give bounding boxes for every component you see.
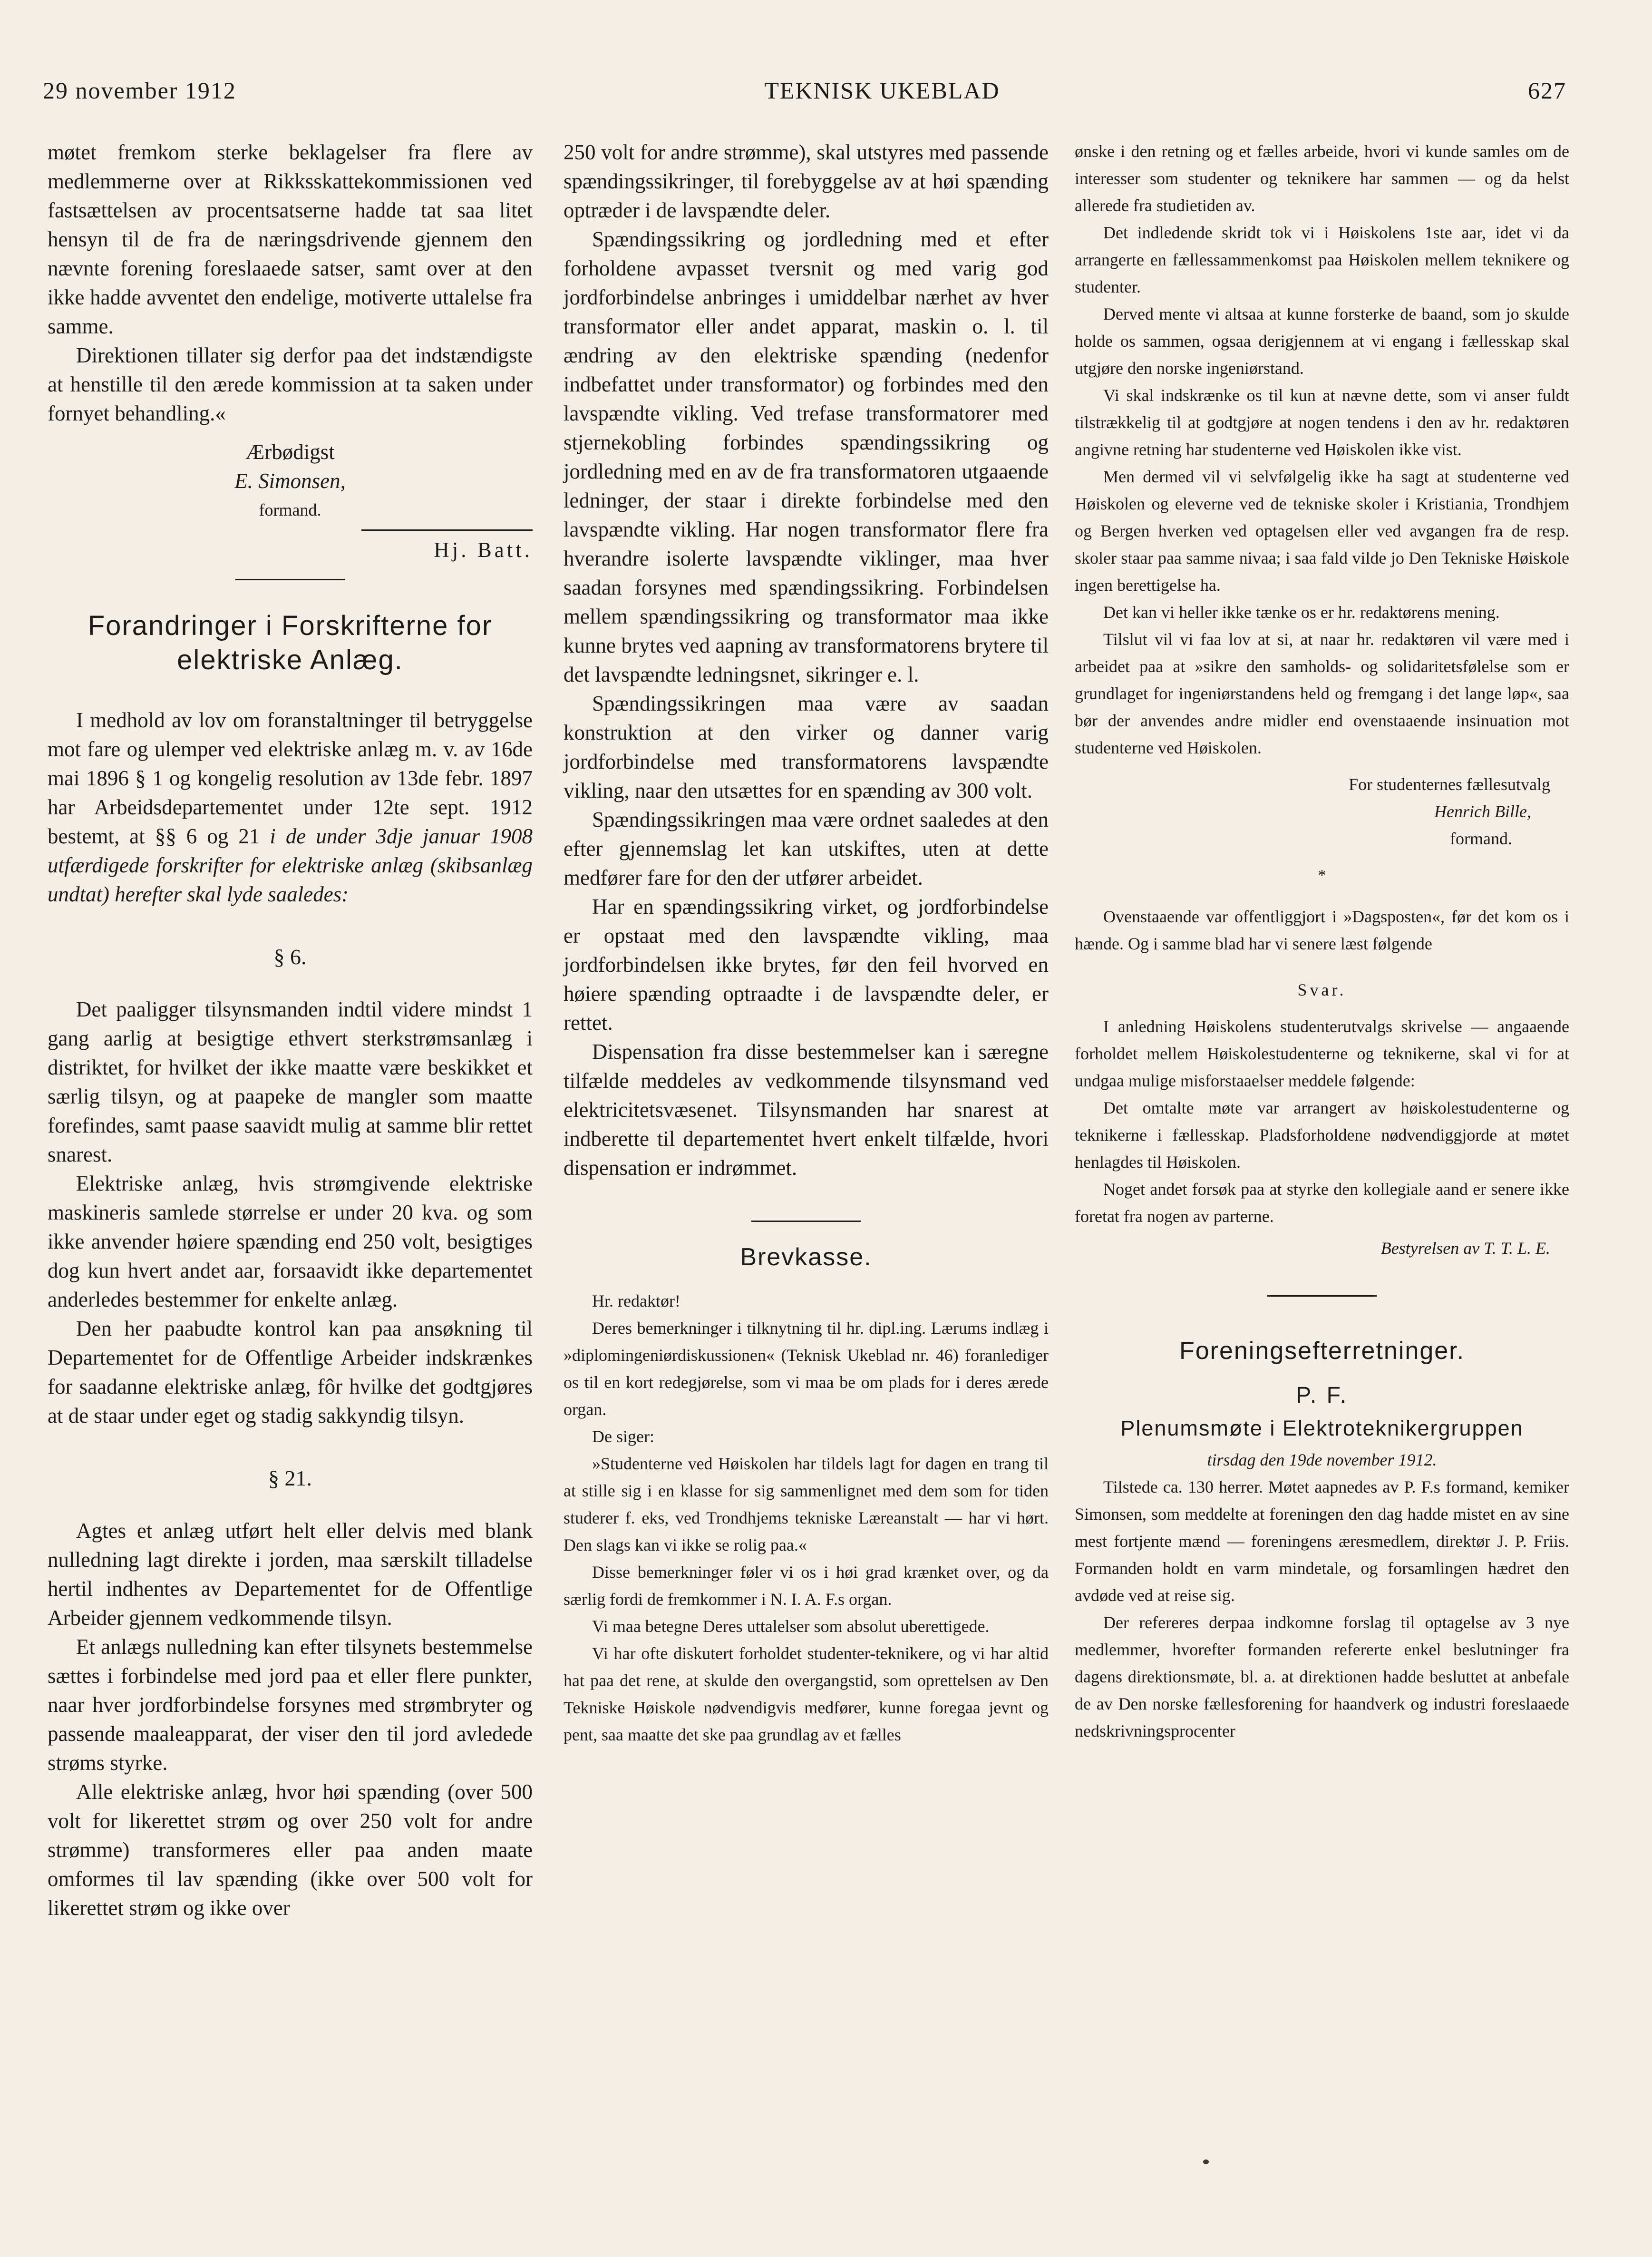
paragraph: Men dermed vil vi selvfølgelig ikke ha sagt at studenterne ved Høiskolen og eleverne ved de tekniske skoler i Kristiania, Trondhjem og Bergen hverken ved optagelsen eller ved avgangen fra de resp. skoler staar paa samme nivaa; i saa fald vilde jo Den Tekniske Høiskole ingen berettigelse ha.	[1075, 467, 1569, 595]
closing: Ærbødigst	[245, 440, 335, 464]
page-header	[43, 71, 1566, 109]
meeting-date: tirsdag den 19de november 1912.	[1207, 1450, 1437, 1469]
column-1	[48, 138, 533, 1923]
separator	[1267, 1295, 1377, 1297]
column-2	[564, 138, 1049, 1749]
paragraph: Det paaligger tilsynsmanden indtil videre mindst 1 gang aarlig at besigtige ethvert sterkstrømsanlæg i distriktet, for hvilket der ikke maatte være beskikket et særlig tilsyn, og at paapeke de mangler som maatte forefindes, samt paase saavidt mulig at samme blir rettet snarest.	[48, 997, 533, 1166]
separator	[235, 579, 345, 580]
paragraph: I anledning Høiskolens studenterutvalgs skrivelse — angaaende forholdet mellem Høiskolestudenterne og teknikerne, skal vi for at undgaa mulige misforstaaelser meddele følgende:	[1075, 1017, 1569, 1090]
pf-heading: P. F.	[1296, 1383, 1348, 1408]
paragraph: Alle elektriske anlæg, hvor høi spænding (over 500 volt for likerettet strøm og over 250 volt for andre strømme) transformeres eller paa anden maate omformes til lav spænding (ikke over 500 volt for likerettet strøm og ikke over	[48, 1780, 533, 1920]
paragraph: Spændingssikringen maa være ordnet saaledes at den efter gjennemslag let kan utskiftes, uten at dette medfører fare for den der utfører arbeidet.	[564, 808, 1049, 889]
paragraph: Derved mente vi altsaa at kunne forsterke de baand, som jo skulde holde os sammen, ogsaa derigjennem at vi engang i fællesskap skal utgjøre den norske ingeniørstand.	[1075, 304, 1569, 378]
ink-spot	[1203, 2159, 1209, 2164]
paragraph: Det kan vi heller ikke tænke os er hr. redaktørens mening.	[1103, 603, 1500, 622]
intro-italic: i de under 3dje januar 1908 utfærdigede forskrifter for elektriske anlæg (skibsanlæg undtat) herefter skal lyde saaledes:	[48, 824, 533, 906]
article-heading: Forandringer i Forskrifterne for elektriske Anlæg.	[87, 610, 493, 675]
paragraph: Vi har ofte diskutert forholdet studenter-teknikere, og vi har altid hat paa det rene, at skulde den overgangstid, som oprettelsen av Den Tekniske Høiskole nødvendigvis medfører, kunne foregaa jevnt og pent, saa maatte det ske paa grundlag av et fælles	[564, 1644, 1049, 1744]
plenum-heading: Plenumsmøte i Elektroteknikergruppen	[1120, 1416, 1524, 1440]
rule	[361, 529, 533, 531]
paragraph: Det omtalte møte var arrangert av høiskolestudenterne og teknikerne i fællesskap. Pladsforholdene nødvendiggjorde at møtet henlagdes til Høiskolen.	[1075, 1098, 1569, 1172]
paragraph: Dispensation fra disse bestemmelser kan i særegne tilfælde meddeles av vedkommende tilsynsmand ved elektricitetsvæsenet. Tilsynsmanden har snarest at indberette til departementet hvert enkelt tilfælde, hvori dispensation er indrømmet.	[564, 1040, 1049, 1180]
brevkasse-heading: Brevkasse.	[740, 1243, 872, 1271]
paragraph: Det indledende skridt tok vi i Høiskolens 1ste aar, idet vi da arrangerte en fællessammenkomst paa Høiskolen mellem teknikere og studenter.	[1075, 223, 1569, 296]
paragraph: Spændingssikringen maa være av saadan konstruktion at den virker og danner varig jordforbindelse med transformatorens lavspændte vikling, naar den utsættes for en spænding av 300 volt.	[564, 692, 1049, 802]
signer-name: E. Simonsen,	[234, 469, 346, 493]
paragraph: Vi skal indskrænke os til kun at nævne dette, som vi anser fuldt tilstrækkelig til at godtgjøre at nogen tendens i den av hr. redaktøren angivne retning har studenterne ved Høiskolen ikke vist.	[1075, 386, 1569, 459]
paragraph: Agtes et anlæg utført helt eller delvis med blank nulledning lagt direkte i jorden, maa særskilt tilladelse hertil indhentes av Departementet for de Offentlige Arbeider gjennem vedkommende tilsyn.	[48, 1519, 533, 1630]
paragraph: Ovenstaaende var offentliggjort i »Dagsposten«, før det kom os i hænde. Og i samme blad har vi senere læst følgende	[1075, 907, 1569, 953]
paragraph: Spændingssikring og jordledning med et efter forholdene avpasset tversnit og med varig god jordforbindelse anbringes i umiddelbar nærhet av hver transformator eller andet apparat, maskin o. l. til ændring av den elektriske spænding (nedenfor indbefattet under transformator) og forbindes med den lavspændte vikling. Ved trefase transformatorer med stjernekobling forbindes spændingssikring og jordledning med en av de fra transformatoren utgaaende ledninger, der staar i direkte forbindelse med den lavspændte vikling. Har nogen transformator flere fra hverandre isolerte lavspændte viklinger, maa hver saadan forsynes med spændingssikring. Forbindelsen mellem spændingssikring og transformator maa ikke kunne brytes ved aapning av transformatorens brytere til det lavspændte ledningsnet, sikringer e. l.	[564, 227, 1049, 686]
letter	[564, 1288, 1049, 1749]
paragraph: Har en spændingssikring virket, og jordforbindelse er opstaat med den lavspændte vikling, maa jordforbindelsen ikke brytes, før den feil hvorved en høiere spænding optraadte i de lavspændte deler, er rettet.	[564, 895, 1049, 1035]
paragraph: Elektriske anlæg, hvis strømgivende elektriske maskineris samlede størrelse er under 20 kva. og som ikke anvender høiere spænding end 250 volt, besigtiges dog kun hvert andet aar, forsaavidt ikke departementet anderledes bestemmer for enkelte anlæg.	[48, 1172, 533, 1311]
section-21-heading: § 21.	[268, 1466, 312, 1490]
paragraph: ønske i den retning og et fælles arbeide, hvori vi kunde samles om de interesser som studenter og teknikere har sammen — og da helst allerede fra studietiden av.	[1075, 142, 1569, 215]
paragraph: Den her paabudte kontrol kan paa ansøkning til Departementet for de Offentlige Arbeider indskrænkes for saadanne elektriske anlæg, fôr hvilke det godtgjøres at de staar under eget og stadig sakkyndig tilsyn.	[48, 1317, 533, 1427]
paragraph: Der refereres derpaa indkomne forslag til optagelse av 3 nye medlemmer, hvorefter formanden refererte enkel beslutninger fra dagens direktionsmøte, bl. a. at direktionen hadde besluttet at anbefale de av Den norske fællesforening for haandverk og industri foreslaaede nedskrivningsprocenter	[1075, 1613, 1569, 1740]
paragraph: Disse bemerkninger føler vi os i høi grad krænket over, og da særlig fordi de fremkommer i N. I. A. F.s organ.	[564, 1563, 1049, 1609]
paragraph: Noget andet forsøk paa at styrke den kollegiale aand er senere ikke foretat fra nogen av parterne.	[1075, 1180, 1569, 1226]
paragraph: Tilstede ca. 130 herrer. Møtet aapnedes av P. F.s formand, kemiker Simonsen, som meddelte at foreningen den dag hadde mistet en av sine mest fortjente mænd — foreningens æresmedlem, direktør J. P. Friis. Formanden holdt en varm mindetale, og forsamlingen hædret den avdøde ved at reise sig.	[1075, 1477, 1569, 1605]
separator	[751, 1221, 861, 1222]
paragraph: møtet fremkom sterke beklagelser fra flere av medlemmerne over at Rikksskattekommissionen ved fastsættelsen av procentsatserne hadde tat saa litet hensyn til de fra de næringsdrivende gjennem den nævnte forening foreslaaede satser, samt over at den ikke hadde avventet den endelige, motiverte uttalelse fra samme.	[48, 140, 533, 338]
paragraph: Direktionen tillater sig derfor paa det indstændigste at henstille til den ærede kommission at ta saken under fornyet behandling.«	[48, 343, 533, 425]
paragraph: Deres bemerkninger i tilknytning til hr. dipl.ing. Lærums indlæg i »diplomingeniørdiskussionen« (Teknisk Ukeblad nr. 46) foranlediger os til en kort redegjørelse, som vi maa be om plads for i deres ærede organ.	[564, 1319, 1049, 1419]
paragraph: Et anlægs nulledning kan efter tilsynets bestemmelse sættes i forbindelse med jord paa et eller flere punkter, naar hver jordforbindelse forsynes med strømbryter og passende maaleapparat, der viser den til jord avledede strøms styrke.	[48, 1635, 533, 1775]
paragraph: De siger:	[592, 1427, 654, 1446]
signer-role: formand.	[1450, 829, 1512, 848]
foreningsefterretninger-heading: Foreningsefterretninger.	[1179, 1337, 1465, 1365]
issue-date: 29 november 1912	[43, 77, 236, 104]
asterism: *	[1318, 867, 1326, 884]
signer-name: Henrich Bille,	[1434, 802, 1531, 821]
signature-line: For studenternes fællesutvalg	[1349, 775, 1550, 794]
salutation: Hr. redaktør!	[592, 1291, 680, 1310]
author: Hj. Batt.	[434, 538, 533, 562]
page-number: 627	[1527, 77, 1566, 104]
paragraph: 250 volt for andre strømme), skal utstyres med passende spændingssikringer, til forebyggelse av at høi spænding optræder i de lavspændte deler.	[564, 140, 1049, 222]
column-3	[1075, 138, 1569, 1745]
signer-role: formand.	[259, 500, 321, 519]
signature: Bestyrelsen av T. T. L. E.	[1380, 1239, 1550, 1258]
paragraph: Vi maa betegne Deres uttalelser som absolut uberettigede.	[592, 1617, 990, 1636]
svar-heading: Svar.	[1297, 980, 1347, 999]
journal-title: TEKNISK UKEBLAD	[764, 77, 1000, 104]
quote: »Studenterne ved Høiskolen har tildels lagt for dagen en trang til at stille sig i en klasse for sig sammenlignet med dem som for tiden studerer f. eks, ved Trondhjems tekniske Læreanstalt — har vi hørt. Den slags kan vi ikke se rolig paa.«	[564, 1454, 1049, 1554]
paragraph: Tilslut vil vi faa lov at si, at naar hr. redaktøren vil være med i arbeidet paa at »sikre den samholds- og solidaritetsfølelse som er grundlaget for ingeniørstandens held og fremgang i det lange løp«, saa bør der anvendes andre midler end ovenstaaende insinuation mot studenterne ved Høiskolen.	[1075, 630, 1569, 757]
section-6-heading: § 6.	[273, 945, 307, 969]
paragraph	[48, 706, 533, 909]
intro-text: I medhold av lov om foranstaltninger til betryggelse mot fare og ulemper ved elektriske anlæg m. v. av 16de mai 1896 § 1 og kongelig resolution av 13de febr. 1897 har Arbeidsdepartementet under 12te sept. 1912 bestemt, at §§ 6 og 21	[48, 708, 533, 848]
